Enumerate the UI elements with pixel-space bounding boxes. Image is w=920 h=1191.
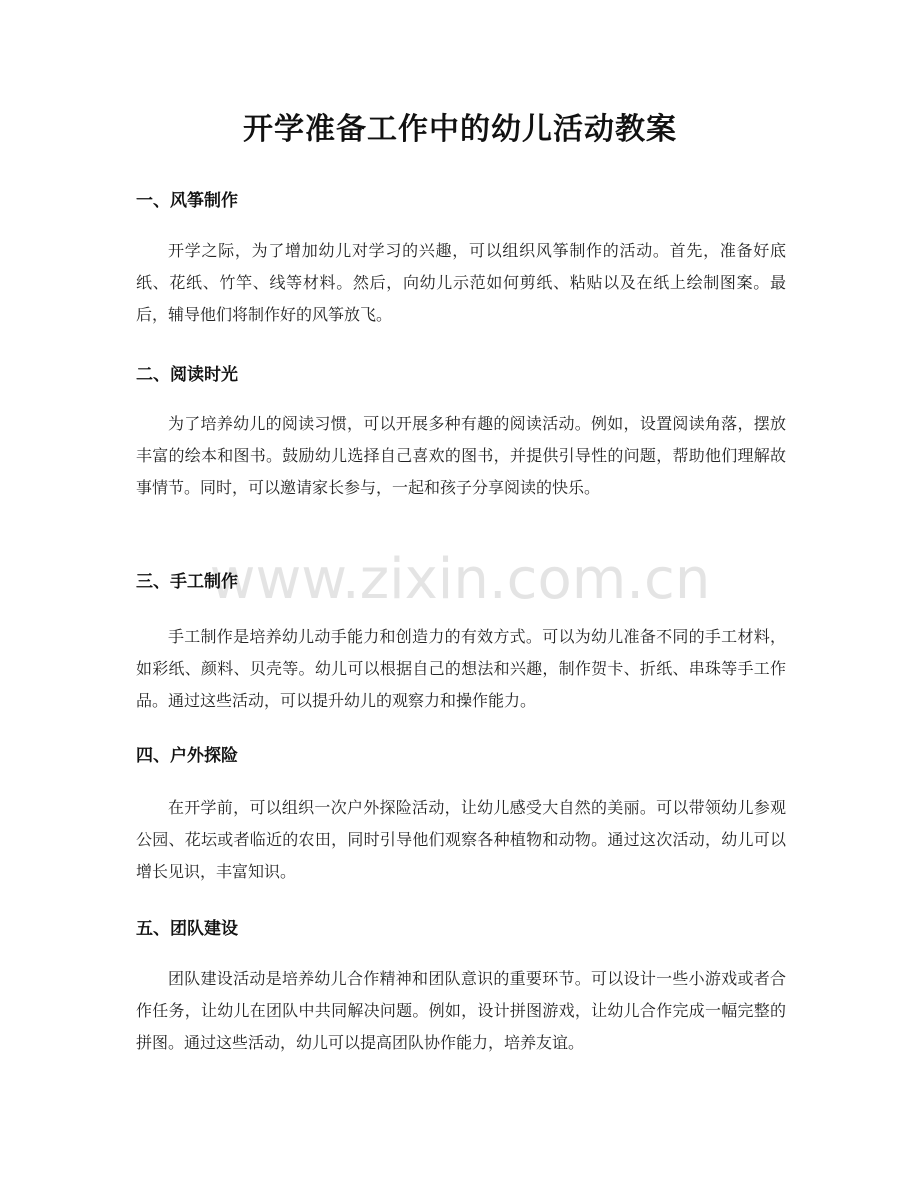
watermark: www.zixin.com.cn [209, 547, 711, 612]
section-body-reading: 为了培养幼儿的阅读习惯，可以开展多种有趣的阅读活动。例如，设置阅读角落，摆放丰富的绘本和图书。鼓励幼儿选择自己喜欢的图书，并提供引导性的问题，帮助他们理解故事情节。同时，可以邀请家长参与，一起和孩子分享阅读的快乐。 [136, 414, 786, 497]
section-body-team: 团队建设活动是培养幼儿合作精神和团队意识的重要环节。可以设计一些小游戏或者合作任务，让幼儿在团队中共同解决问题。例如，设计拼图游戏，让幼儿合作完成一幅完整的拼图。通过这些活动，幼儿可以提高团队协作能力，培养友谊。 [136, 969, 786, 1052]
section-body-handcraft: 手工制作是培养幼儿动手能力和创造力的有效方式。可以为幼儿准备不同的手工材料，如彩纸、颜料、贝壳等。幼儿可以根据自己的想法和兴趣，制作贺卡、折纸、串珠等手工作品。通过这些活动，可以提升幼儿的观察力和操作能力。 [136, 627, 786, 710]
section-heading-team: 五、团队建设 [136, 919, 238, 939]
section-heading-reading: 二、阅读时光 [136, 365, 238, 385]
section-body-outdoor: 在开学前，可以组织一次户外探险活动，让幼儿感受大自然的美丽。可以带领幼儿参观公园、花坛或者临近的农田，同时引导他们观察各种植物和动物。通过这次活动，幼儿可以增长见识，丰富知识。 [136, 798, 786, 881]
section-heading-handcraft: 三、手工制作 [136, 572, 238, 592]
section-body-kite: 开学之际，为了增加幼儿对学习的兴趣，可以组织风筝制作的活动。首先，准备好底纸、花纸、竹竿、线等材料。然后，向幼儿示范如何剪纸、粘贴以及在纸上绘制图案。最后，辅导他们将制作好的风筝放飞。 [136, 241, 786, 324]
document-title: 开学准备工作中的幼儿活动教案 [243, 112, 677, 147]
section-heading-kite: 一、风筝制作 [136, 191, 238, 211]
section-heading-outdoor: 四、户外探险 [136, 746, 238, 766]
